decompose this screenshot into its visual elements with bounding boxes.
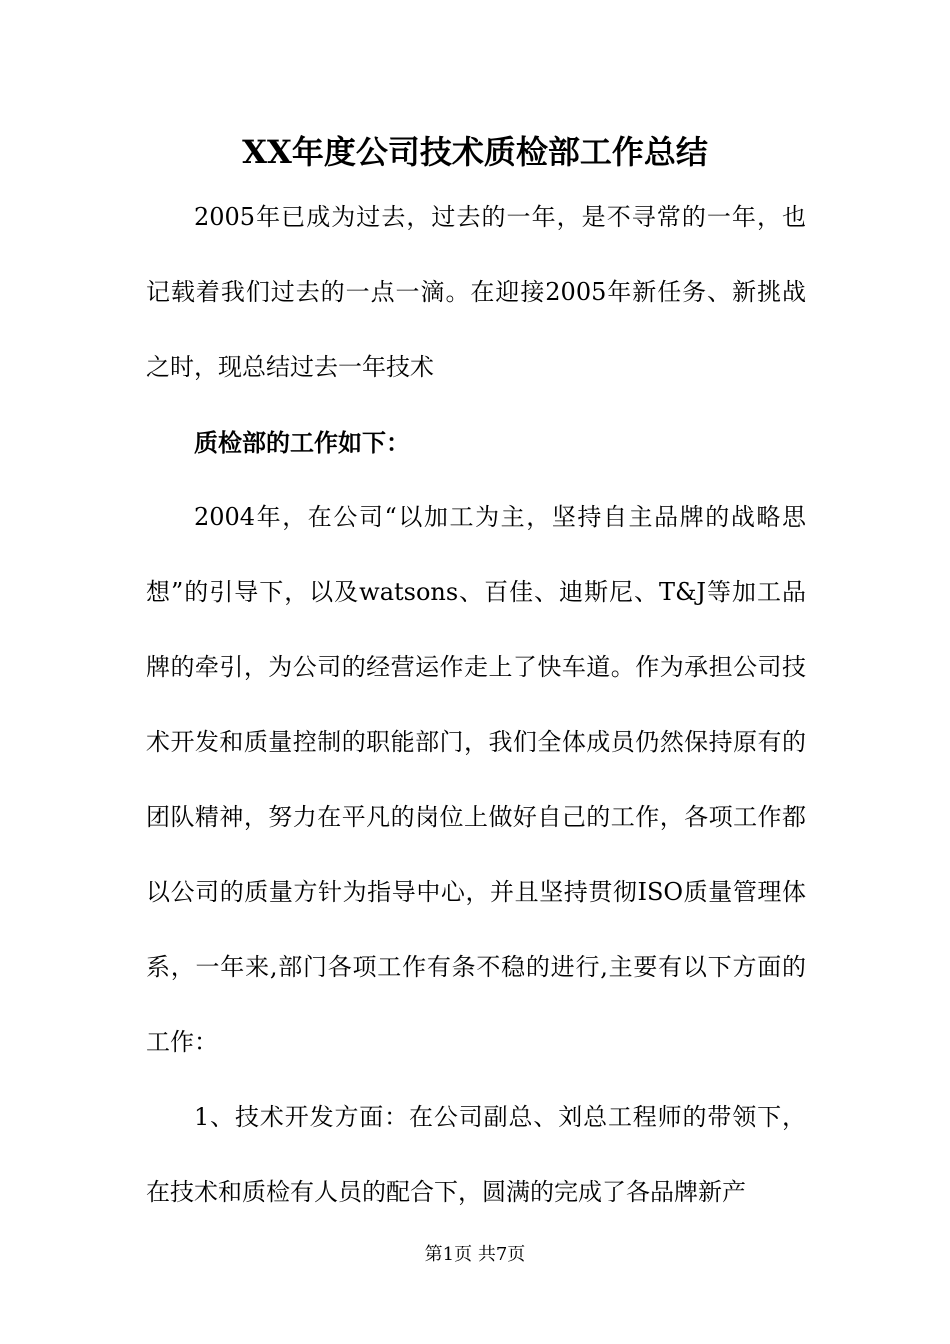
document-body [146,180,806,1230]
paragraph-tech-development: 1、技术开发方面：在公司副总、刘总工程师的带领下，在技术和质检有人员的配合下，圆满的完成了各品牌新产 [146,1103,806,1206]
paragraph-intro: 2005年已成为过去，过去的一年，是不寻常的一年，也记载着我们过去的一点一滴。在迎接2005年新任务、新挑战之时，现总结过去一年技术 [146,203,806,381]
paragraph-overview: 2004年，在公司“以加工为主，坚持自主品牌的战略思想”的引导下，以及watsons、百佳、迪斯尼、T&J等加工品牌的牵引，为公司的经营运作走上了快车道。作为承担公司技术开发和质量控制的职能部门，我们全体成员仍然保持原有的团队精神，努力在平凡的岗位上做好自己的工作，各项工作都以公司的质量方针为指导中心，并且坚持贯彻ISO质量管理体系，一年来,部门各项工作有条不稳的进行,主要有以下方面的工作： [146,503,806,1056]
document-title: XX年度公司技术质检部工作总结 [242,133,708,171]
page-footer: 第1页 共7页 [424,1244,526,1265]
paragraph-subheading: 质检部的工作如下： [194,428,410,457]
